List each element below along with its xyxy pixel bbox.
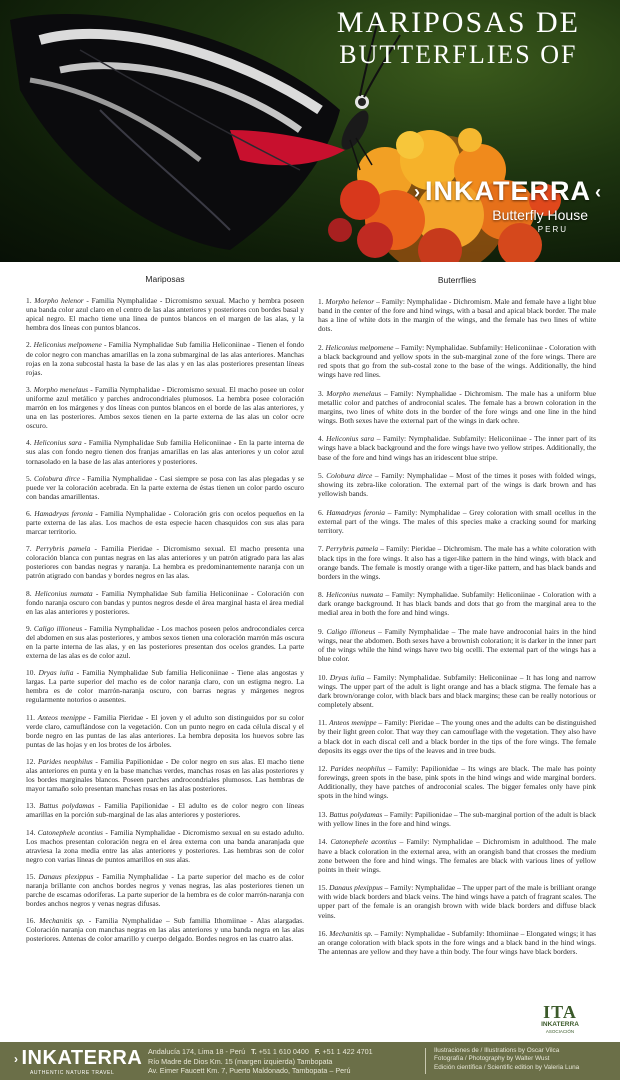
species-entry [26, 589, 304, 616]
english-column [318, 272, 596, 966]
credit-illustrations: Ilustraciones de / Illustrations by Oscar Vilca [434, 1047, 560, 1054]
species-description: – Family: Nymphalidae. Subfamily: Heliconiinae - Coloration with a dark orange background. It has black bands and dots that go from the marginal area to the medial area in both the fore and hind wings. [318, 590, 596, 618]
species-description: – Family: Papilionidae – Its wings are black. The male has pointy forewings, green spots in the base, pink spots in the hind wings and wide marginal borders. Additionally, they have patches of androconial scales. The bigger females only have pink spots in the hind wings. [318, 764, 596, 801]
entry-number: 5. [26, 473, 32, 483]
footer-logo [14, 1048, 142, 1076]
species-name: Catonephele acontius [330, 837, 397, 847]
species-description: - Familia Papilionidae - De color negro en sus alas. El macho tiene alas anteriores en punta y en la base manchas verdes, manchas rosas en las alas posteriores y los bordes marginales blancos. Poseen parches androcondriales plumosos. Las hembras de mayor tamaño solo presentan manchas rosas en las alas posteriores. [26, 756, 304, 794]
entry-number: 4. [26, 438, 32, 448]
species-entry [26, 340, 304, 376]
species-name: Anteos menippe [329, 718, 377, 728]
species-name: Heliconius melpomene [325, 342, 394, 352]
species-name: Dryas iulia [329, 672, 365, 682]
english-heading: Buterrflies [437, 275, 477, 285]
entry-number: 7. [26, 544, 32, 554]
species-entry [318, 590, 596, 617]
species-description: - Familia Nymphalidae Sub familia Heliconiinae - Tiene alas angostas y largas. La parte superior del macho es de color naranja claro, con un estigma negro. La hembra es de color marrón-naranja oscuro, con barras negras y márgenes negros regularmente notorios o ausentes. [26, 668, 305, 705]
entry-number: 2. [26, 340, 32, 350]
fax-number: +51 1 422 4701 [322, 1047, 373, 1056]
footer-credits [434, 1047, 579, 1072]
entry-number: 13. [26, 801, 36, 811]
species-entry [26, 624, 304, 660]
inkaterra-logo [410, 176, 606, 207]
entry-number: 7. [318, 544, 324, 554]
chakana-right-icon: ‹ [595, 182, 602, 203]
footer [0, 1042, 620, 1080]
species-entry [26, 509, 304, 536]
spanish-heading: Mariposas [145, 274, 185, 284]
species-name: Mechanitis sp. [39, 916, 85, 926]
species-entry [318, 673, 596, 709]
species-description: – Family: Nymphalidae. Subfamily: Heliconiinae - Coloration with a black background and yellow spots in the sub-marginal zone of the fore wings. There are red spots that go from the sub-costal zone to the base of the wings. Additionally, the hind wings have red lines. [318, 342, 597, 380]
species-name: Dryas iulia [38, 668, 74, 678]
hero-banner [0, 0, 620, 262]
species-entry [318, 810, 596, 828]
species-description: – Family Nymphalidae – The male have androconial hairs in the hind wings, near the abdomen. Both sexes have a brownish coloration; it is darker in the inner part of the wings while the hind wings have two big ocelli. The external part of the wings has a blue color. [318, 626, 597, 664]
entry-number: 12. [318, 764, 328, 774]
entry-number: 6. [26, 508, 32, 518]
species-entry [26, 668, 304, 704]
species-description: – Family: Pieridae – The young ones and the adults can be distinguished by their light green color. That way they can camouflage with the vegetation. They also have a black dot in each discal cell and a black border in the tips of the fore wings. The female deposits its eggs over the tips of the leaves and in tree buds. [318, 718, 597, 755]
species-name: Caligo illioneus [326, 626, 376, 636]
species-entry [318, 929, 596, 956]
species-entry [26, 385, 304, 430]
phone-label: T. [251, 1047, 257, 1056]
species-entry [318, 837, 596, 873]
species-description: - Familia Papilionidae - El adulto es de color negro con líneas amarillas en la porción sub-marginal de las alas anteriores y posteriores. [26, 801, 305, 820]
species-name: Hamadryas feronia [326, 507, 385, 517]
species-description: – Family: Nymphalidae. Subfamily: Heliconiinae - The inner part of its wings have a black background and the fore wings have two yellow stripes. Additionally, the base of the fore and hind wings has an iridescent blue stripe. [318, 434, 597, 462]
footer-tagline: AUTHENTIC NATURE TRAVEL [30, 1069, 115, 1076]
species-description: – Family: Nymphalidae. Subfamily: Heliconiinae – It has long and narrow wings. The upper part of the adult is light orange and has a black stigma. The female has a dark brown/orange color, with black bars and black margins; these can be really notorious or completely absent. [318, 672, 596, 709]
species-entry [318, 627, 596, 663]
species-description: - Familia Nymphalidae Sub familia Heliconiinae - Coloración con fondo naranja oscuro con bandas y puntos negros desde el área marginal hasta el área medial en las alas anteriores y posteriores. [26, 588, 305, 616]
species-description: – Family: Pieridae – Dichromism. The male has a white coloration with black tips in the fore wings. It also has a tiger-like pattern in the hind wings, with black and orange bands. The female is mostly orange with a tiger-like pattern, and has black bands and borders in the wings. [318, 544, 596, 581]
address-line-2: Río Madre de Dios Km. 15 (margen izquierda) Tambopata [148, 1056, 333, 1066]
butterfly-house-label: Butterfly House [492, 207, 588, 223]
species-name: Danaus plexippus [329, 883, 383, 893]
inkaterra-brand [410, 176, 606, 234]
entry-number: 11. [26, 712, 36, 722]
species-description: - Familia Nymphalidae Sub familia Heliconiinae - En la parte interna de sus alas con fondo negro tienen dos franjas amarillas en las alas anteriores y un color azul tornasolado en la base de las alas anteriores y posteriores. [26, 438, 305, 466]
species-name: Heliconius melpomene [33, 340, 102, 350]
ita-brand: INKATERRA [541, 1021, 579, 1028]
address-line-1: Andalucía 174, Lima 18 - Perú [148, 1047, 246, 1056]
species-description: – Family: Nymphalidae - Dichromism. Male and female have a light blue band in the center of the fore and hind wings, with a basal and apical black border. The male has a line of white dots in the margin of the wings, and the female has two lines of white dots. [318, 297, 597, 334]
ita-mark: ITA [543, 1002, 577, 1022]
species-description: - Familia Nymphalidae - Los machos poseen pelos androcondiales cerca del abdomen en sus alas posteriores, y ambos sexos tienen una coloración marrón más oscura en la parte interna de las alas, y en las posteriores presentan dos ocelos grandes. La parte externa de las alas es de color azul. [26, 623, 304, 661]
entry-number: 14. [26, 827, 36, 837]
species-entry [26, 713, 304, 749]
ita-association-logo [530, 1003, 590, 1035]
species-entry [318, 297, 596, 333]
species-description: - Familia Pieridae - Dicromismo sexual. El macho presenta una coloración blanca con puntas negras en las alas anteriores y un patrón atigrado para las alas posteriores con bandas negras y naranja. La hembra es predominantemente naranja con un patrón atigrado con bandas y bordes negros en las alas. [26, 544, 305, 581]
entry-number: 9. [318, 626, 324, 636]
species-name: Parides neophilus [37, 756, 93, 766]
species-name: Morpho helenor [325, 297, 375, 307]
entry-number: 9. [26, 623, 32, 633]
species-name: Colobura dirce [326, 471, 373, 481]
species-name: Morpho menelaus [326, 388, 382, 398]
species-name: Perrybris pamela [325, 544, 379, 554]
species-description: – Family: Nymphalidae – Dichromism in adulthood. The male have a black coloration in the external area, with an orangish band that crosses the medium zone between the fore and hind wings. The females are black with various lines of yellow points in their wings. [318, 837, 597, 874]
entry-number: 14. [318, 837, 328, 847]
species-entry [26, 828, 304, 864]
species-description: – Family: Nymphalidae - Dichromism. The male has a uniform blue metallic color and patches of androconial scales. The female has a brown coloration in the margins, two lines of white dots in the border of the fore wings and one line in the hind wings. Both sexes have the external part of the wings in dark ochre. [318, 388, 596, 425]
brand-name: INKATERRA [425, 176, 591, 206]
entry-number: 4. [318, 434, 324, 444]
species-name: Danaus plexippus [38, 871, 94, 881]
entry-number: 15. [26, 871, 36, 881]
species-entry [318, 544, 596, 580]
species-name: Heliconius sara [326, 434, 375, 444]
species-entry [26, 916, 304, 943]
species-name: Hamadryas feronia [34, 508, 93, 518]
entry-number: 11. [318, 718, 328, 728]
fax-label: F. [314, 1047, 321, 1056]
species-entry [318, 434, 596, 461]
species-description: - Familia Nymphalidae - La parte superior del macho es de color naranja brillante con anchos bordes negros y venas negras, las alas posteriores tienen un parche de escamas odoríferas. La parte superior de la hembra es de color marrón-naranja con bordes anchos negros y venas negras difusas. [26, 871, 305, 909]
country-label: PERU [537, 225, 568, 234]
species-name: Heliconius numata [326, 590, 384, 600]
species-entry [26, 757, 304, 793]
species-description: – Family: Nymphalidae – Most of the times it poses with folded wings, showing its zebra-like coloration. The external part of the wings is dark brown and has yellowish bands. [318, 471, 596, 499]
species-name: Anteos menippe [37, 712, 86, 722]
species-description: - Familia Nymphalidae - Dicromismo sexual. El macho posee un color uniforme azul metálico y parches androcondriales plumosos. La hembra posee coloración marrón en los márgenes y dos líneas con puntos blancos en el borde de las alas anteriores, y una en las posteriores. Ambos sexos tienen en la parte externa de las alas un color ocre oscuro. [26, 384, 304, 431]
species-name: Perrybris pamela [35, 544, 91, 554]
species-entry [318, 343, 596, 379]
species-description: - Familia Nymphalidae - Dicromismo sexual en su estado adulto. Los machos presentan coloración negra en el área externa con una banda anaranjada que atraviesa la zona media entre las alas anteriores y posteriores. Las hembras son de color negro con varias líneas de puntos amarillos en sus alas. [26, 827, 305, 864]
species-description: - Familia Pieridae - El joven y el adulto son distinguidos por su color verde claro, camuflándose con la vegetación. Con un punto negro en cada célula discal y el borde negro en las puntas de las alas anteriores. La hembra deposita los huevos sobre las puntas de las hojas y en los brotes de los árboles. [26, 712, 304, 749]
species-entry [26, 438, 304, 465]
entry-number: 16. [318, 929, 328, 939]
entry-number: 10. [318, 672, 328, 682]
species-entry [26, 872, 304, 908]
species-name: Morpho menelaus [33, 384, 89, 394]
footer-divider [425, 1048, 426, 1074]
entry-number: 1. [318, 297, 324, 307]
entry-number: 8. [318, 590, 324, 600]
species-description: - Familia Nymphalidae - Coloración gris con ocelos pequeños en la parte externa de las alas. Los machos de esta especie hacen chasquidos con sus alas para marcar territorio. [26, 508, 304, 537]
entry-number: 13. [318, 809, 328, 819]
entry-number: 16. [26, 916, 36, 926]
footer-brand: INKATERRA [21, 1047, 143, 1069]
spanish-column [26, 272, 304, 952]
credit-scientific: Edición científica / Scientific edition by Valeria Luna [434, 1063, 580, 1071]
species-entry [318, 389, 596, 425]
ita-label: ASOCIACIÓN [545, 1029, 575, 1034]
entry-number: 2. [318, 342, 324, 352]
species-description: - Familia Nymphalidae – Sub familia Ithomiinae - Alas alargadas. Coloración naranja con manchas negras en las alas anteriores y una banda negra en las alas posteriores. Antenas de color amarillo y cuerpo delgado. Bordes negros en las cuatro alas. [26, 916, 304, 944]
species-name: Mechanitis sp. [329, 929, 373, 939]
species-description: - Familia Nymphalidae Sub familia Heliconiinae - Tienen el fondo de color negro con manchas amarillas en la zona submarginal de las alas anteriores. Manchas rojas en la zona subcostal hasta la base de las alas y en las alas posteriores presentan líneas rojas. [26, 340, 305, 377]
title-english: BUTTERFLIES OF [339, 40, 578, 69]
footer-address [148, 1047, 373, 1076]
species-name: Colobura dirce [33, 473, 80, 483]
species-description: – Family: Nymphalidae – The upper part of the male is brilliant orange with wide black borders and black veins. The hind wings have a patch of fragrant scales. The upper part of the female is an orangish brown with wide black borders and diffuse black veins. [318, 883, 596, 920]
species-description: - Familia Nymphalidae - Casi siempre se posa con las alas plegadas y se puede ver la coloración acebrada. En la parte externa de éstas tienen un color pardo oscuro con bandas amarillentas. [26, 473, 305, 501]
species-description: – Family: Nymphalidae - Subfamily: Ithomiinae – Elongated wings; it has an orange coloration with black spots in the fore wings and a black band in the hind wings. The antennas are yellow and they have a thin body. The four wings have black borders. [318, 929, 597, 957]
species-entry [318, 508, 596, 535]
hero-title [337, 8, 580, 68]
species-entry [318, 764, 596, 800]
species-name: Catonephele acontius [37, 827, 103, 837]
species-description: – Family: Papilionidae – The sub-marginal portion of the adult is black with yellow lines in the fore and hind wings. [318, 809, 596, 828]
address-line-3: Av. Eimer Faucett Km. 7, Puerto Maldonado, Tambopata – Perú [148, 1066, 351, 1076]
species-entry [26, 544, 304, 580]
phone-number: +51 1 610 0400 [258, 1047, 309, 1056]
content-columns [0, 272, 620, 1040]
species-name: Morpho helenor [34, 296, 84, 306]
species-entry [26, 801, 304, 819]
entry-number: 3. [26, 384, 32, 394]
species-name: Parides neophilus [330, 764, 386, 774]
entry-number: 15. [318, 883, 328, 893]
species-entry [26, 474, 304, 501]
butterfly-wing-image [10, 14, 345, 250]
species-name: Heliconius numata [34, 588, 93, 598]
species-entry [26, 296, 304, 332]
title-spanish: MARIPOSAS DE [336, 6, 580, 39]
chakana-left-icon: › [414, 182, 421, 203]
credit-photography: Fotografía / Photography by Walter Wust [434, 1055, 550, 1063]
species-name: Battus polydamas [39, 801, 95, 811]
species-description: - Familia Nymphalidae - Dicromismo sexual. Macho y hembra poseen una banda color azul claro en el centro de las alas anteriores y posteriores con bordes basal y apical negro. El macho tiene una línea de puntos blancos en el margen de las alas, y la hembra dos líneas con puntos blancos. [26, 296, 304, 333]
species-name: Battus polydamas [329, 809, 383, 819]
entry-number: 1. [26, 296, 32, 306]
species-name: Caligo illioneus [33, 623, 83, 633]
species-description: – Family: Nymphalidae – Grey coloration with small ocellus in the external part of the wings. The males of this species make a cracking sound for marking territory. [318, 507, 596, 535]
chakana-icon: › [14, 1051, 19, 1066]
species-entry [318, 883, 596, 919]
species-entry [318, 718, 596, 754]
entry-number: 5. [318, 471, 324, 481]
entry-number: 12. [26, 756, 36, 766]
entry-number: 8. [26, 588, 32, 598]
entry-number: 10. [26, 668, 36, 678]
entry-number: 3. [318, 388, 324, 398]
species-entry [318, 471, 596, 498]
entry-number: 6. [318, 507, 324, 517]
species-name: Heliconius sara [33, 438, 82, 448]
